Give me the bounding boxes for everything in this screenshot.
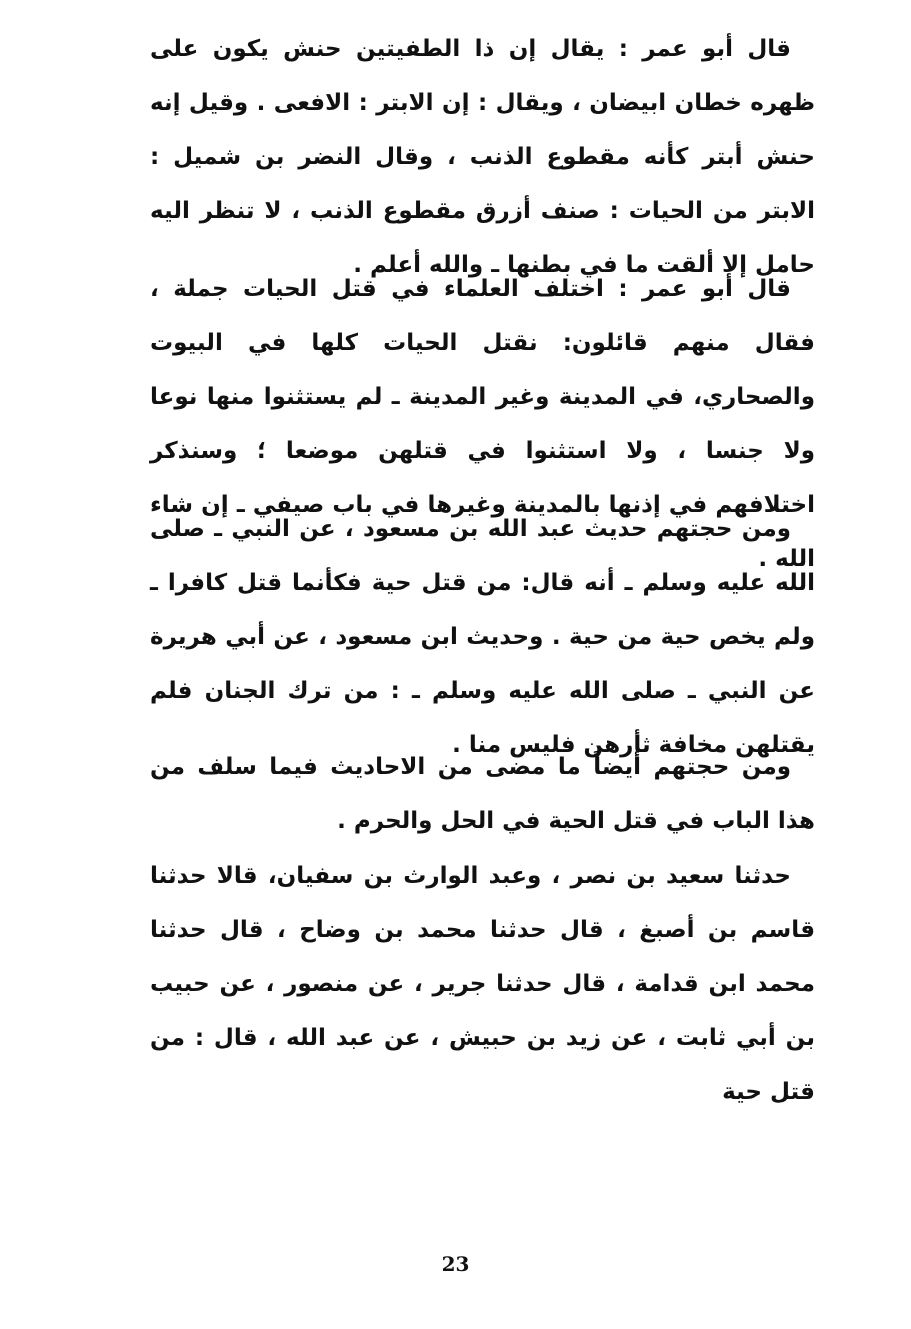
paragraph-text: قال أبو عمر : يقال إن ذا الطفيتين حنش يكون على ظهره خطان ابيضان ، ويقال : إن الابتر : الافعى . وقيل إنه حنش أبتر كأنه مقطوع الذنب ، وقال النضر بن شميل : الابتر من الحيات : صنف أزرق مقطوع الذنب ، لا تنظر اليه حامل إلا ألقت ما في بطنها ـ والله أعلم . xyxy=(150,36,815,278)
page-number: 23 xyxy=(441,1252,470,1276)
paragraph-text: ومن حجتهم حديث عبد الله بن مسعود ، عن النبي ـ صلى الله عليه وسلم ـ أنه قال: من قتل حية فكأنما قتل كافرا ـ ولم يخص حية من حية . وحديث ابن مسعود ، عن أبي هريرة عن النبي ـ صلى الله عليه وسلم ـ : من ترك الجنان فلم يقتلهن مخافة ثأرهن فليس منا . xyxy=(150,516,815,758)
paragraph-text: ومن حجتهم أيضاً ما مضى من الاحاديث فيما سلف من هذا الباب في قتل الحية في الحل والحرم . xyxy=(150,754,815,834)
paragraph-4 xyxy=(150,740,815,848)
paragraph-text: قال أبو عمر : اختلف العلماء في قتل الحيات جملة ، فقال منهم قائلون: نقتل الحيات كلها في البيوت والصحاري، في المدينة وغير المدينة ـ لم يستثنوا منها نوعا ولا جنسا ، ولا استثنوا في قتلهن موضعا ؛ وسنذكر اختلافهم في إذنها بالمدينة وغيرها في باب صيفي ـ إن شاء الله . xyxy=(150,276,815,572)
paragraph-text: حدثنا سعيد بن نصر ، وعبد الوارث بن سفيان، قالا حدثنا قاسم بن أصبغ ، قال حدثنا محمد بن وضاح ، قال حدثنا محمد ابن قدامة ، قال حدثنا جرير ، عن منصور ، عن حبيب بن أبي ثابت ، عن زيد بن حبيش ، عن عبد الله ، قال : من قتل حية xyxy=(150,863,815,1105)
paragraph-5 xyxy=(150,849,815,1119)
paragraph-1 xyxy=(150,22,815,292)
paragraph-3 xyxy=(150,502,815,772)
